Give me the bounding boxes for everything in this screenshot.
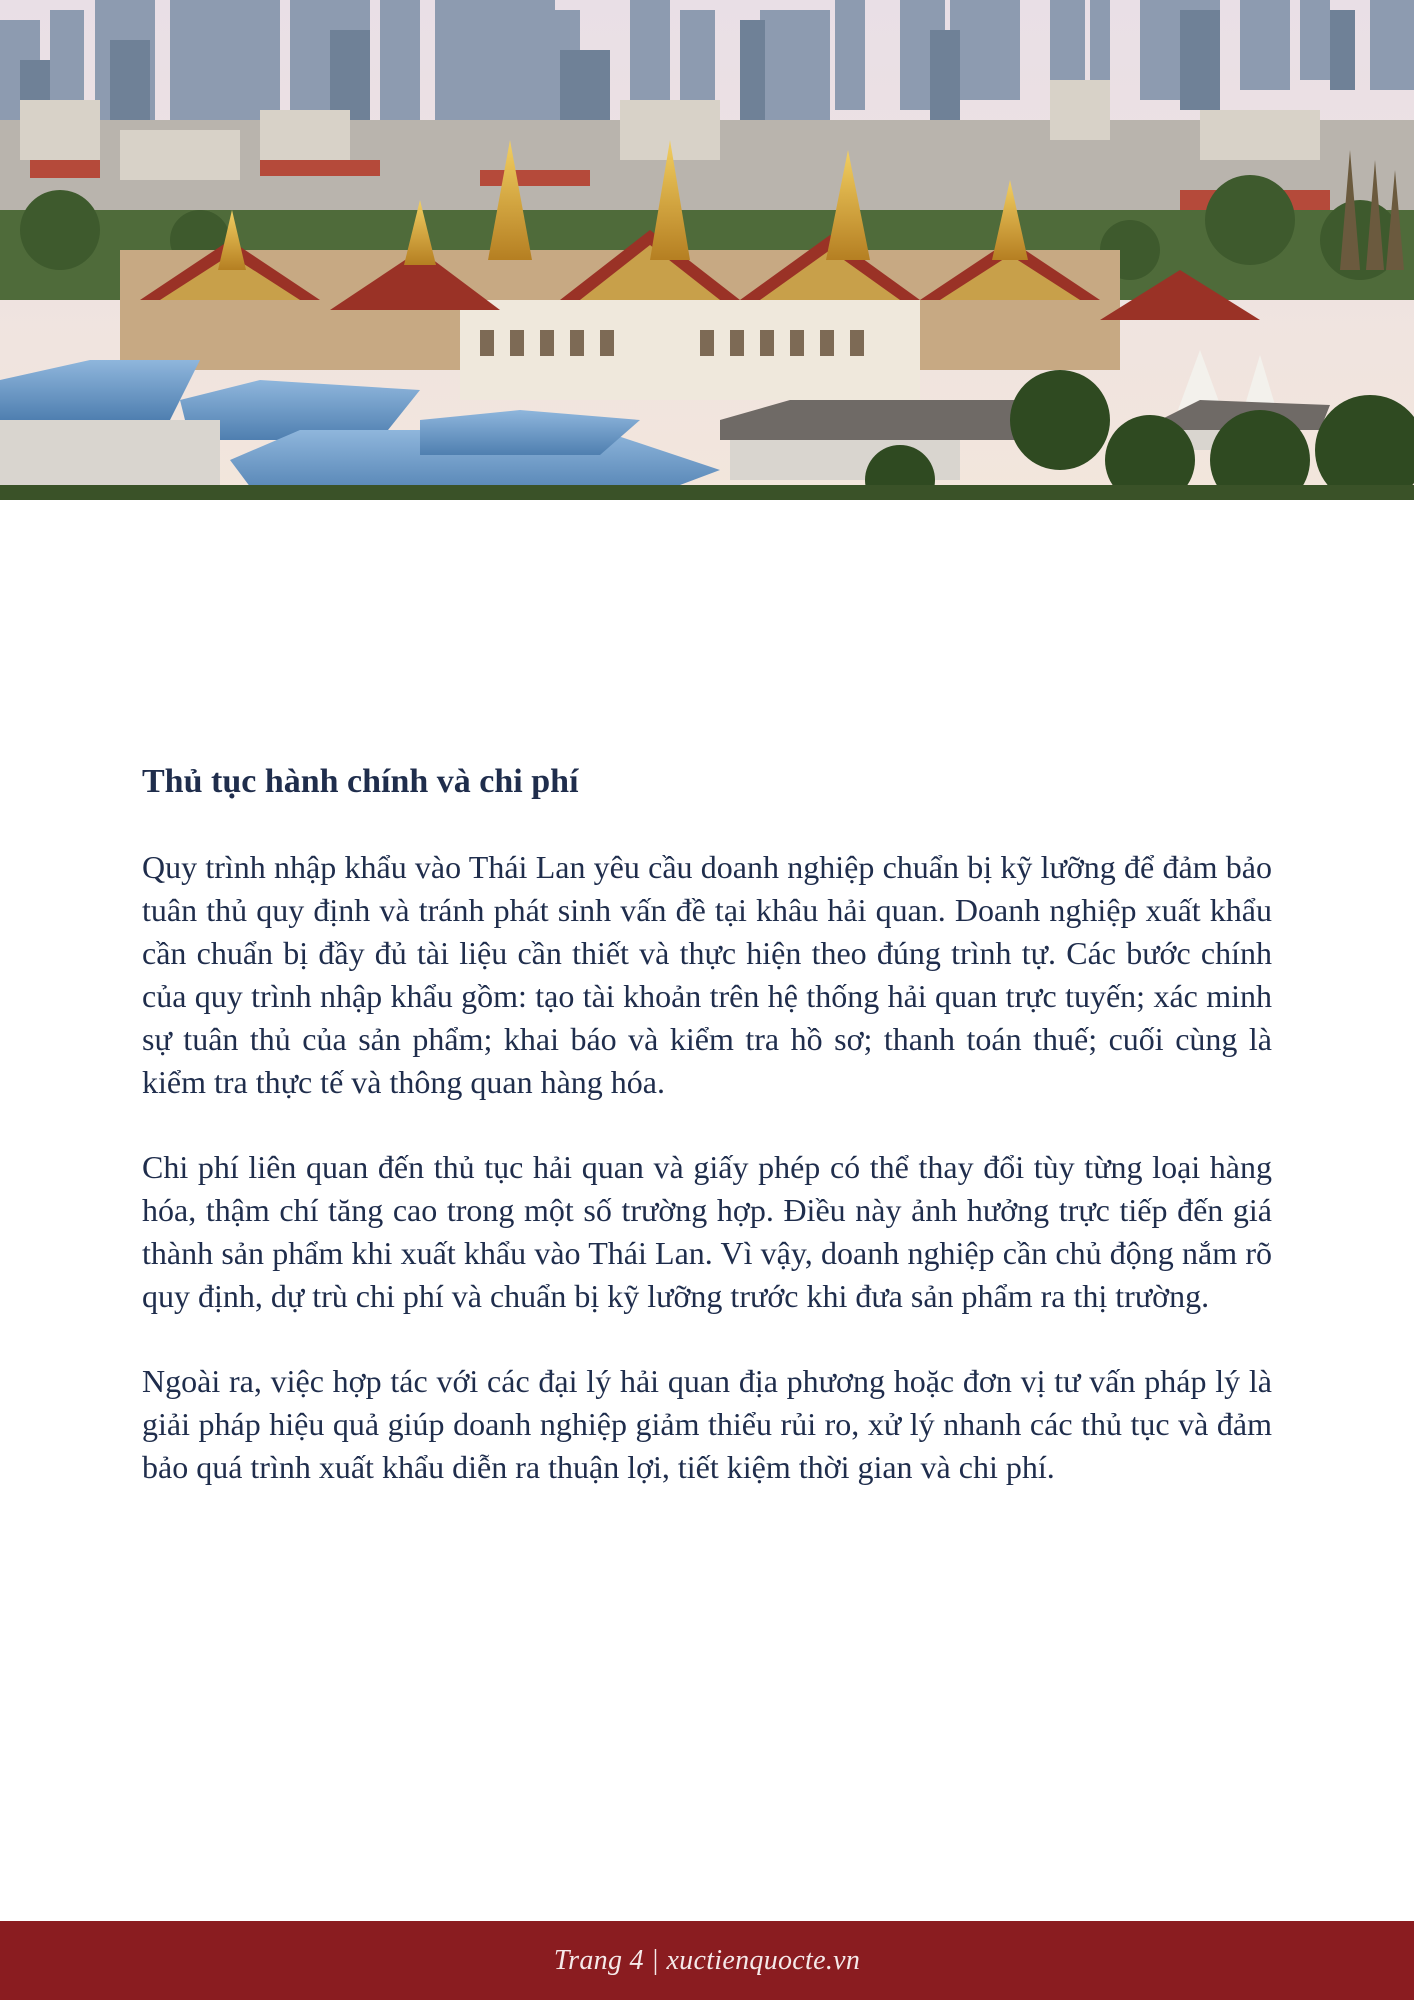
paragraph-partners: Ngoài ra, việc hợp tác với các đại lý hải quan địa phương hoặc đơn vị tư vấn pháp lý là giải pháp hiệu quả giúp doanh nghiệp giảm thiểu rủi ro, xử lý nhanh các thủ tục và đảm bảo quá trình xuất khẩu diễn ra thuận lợi, tiết kiệm thời gian và chi phí. [142, 1363, 1272, 1485]
paragraph-import-process: Quy trình nhập khẩu vào Thái Lan yêu cầu doanh nghiệp chuẩn bị kỹ lưỡng để đảm bảo tuân thủ quy định và tránh phát sinh vấn đề tại khâu hải quan. Doanh nghiệp xuất khẩu cần chuẩn bị đầy đủ tài liệu cần thiết và thực hiện theo đúng trình tự. Các bước chính của quy trình nhập khẩu gồm: tạo tài khoản trên hệ thống hải quan trực tuyến; xác minh sự tuân thủ của sản phẩm; khai báo và kiểm tra hồ sơ; thanh toán thuế; cuối cùng là kiểm tra thực tế và thông quan hàng hóa. [142, 849, 1272, 1100]
page-footer [0, 1921, 1414, 2000]
hero-image [0, 0, 1414, 500]
footer-page-label: Trang 4 | xuctienquocte.vn [553, 1944, 861, 1976]
content-section [142, 760, 1272, 1531]
paragraph-costs: Chi phí liên quan đến thủ tục hải quan và giấy phép có thể thay đổi tùy từng loại hàng hóa, thậm chí tăng cao trong một số trường hợp. Điều này ảnh hưởng trực tiếp đến giá thành sản phẩm khi xuất khẩu vào Thái Lan. Vì vậy, doanh nghiệp cần chủ động nắm rõ quy định, dự trù chi phí và chuẩn bị kỹ lưỡng trước khi đưa sản phẩm ra thị trường. [142, 1149, 1272, 1314]
bangkok-skyline-illustration [0, 0, 1414, 500]
section-heading: Thủ tục hành chính và chi phí [142, 763, 579, 800]
